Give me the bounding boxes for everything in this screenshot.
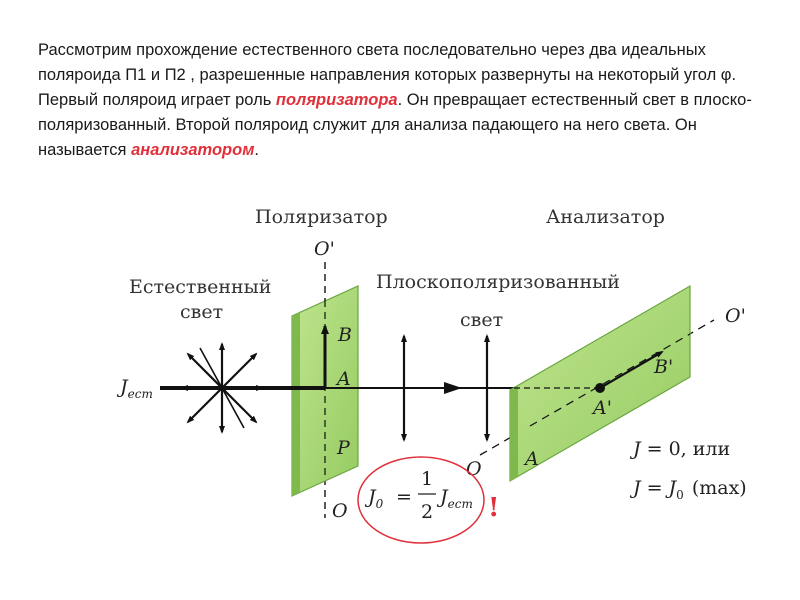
label-analyzer: Анализатор xyxy=(546,206,665,228)
label-polarizer: Поляризатор xyxy=(255,206,388,228)
label-O-bottom-left: O xyxy=(332,500,348,522)
term-analyzer: анализатором xyxy=(131,141,255,159)
label-B-prime: B' xyxy=(654,356,674,378)
label-P: P xyxy=(337,437,350,459)
term-polarizer: поляризатора xyxy=(275,91,398,109)
label-O-prime-right: O' xyxy=(725,305,746,327)
label-A-prime: A' xyxy=(593,397,612,419)
intro-part1: Рассмотрим прохождение естественного света последовательно через два идеальных поляроида П1 и П2 , разрешенные направления которых развернуты на некоторый угол φ. Первый поляроид играет роль xyxy=(38,41,737,109)
result-line-1: J = 0, или xyxy=(633,438,731,460)
svg-text:=: = xyxy=(396,486,412,508)
svg-text:Jест: $J_{ест}$ xyxy=(440,486,473,511)
intro-part3: . xyxy=(254,141,260,159)
formula-intensity-half xyxy=(364,468,473,523)
label-plane-polarized-1: Плоскополяризованный xyxy=(376,271,620,293)
label-B: B xyxy=(338,324,352,346)
label-natural-light-2: свет xyxy=(180,301,224,323)
natural-light-star-icon xyxy=(182,344,262,432)
intro-part2: . Он превращает естественный свет в плоско-поляризованный. Второй поляроид служит для анализа падающего на него света. Он называется xyxy=(38,91,752,159)
label-O-prime-top: O' xyxy=(314,238,335,260)
label-A-analyzer: A xyxy=(525,448,539,470)
point-A-prime xyxy=(595,383,605,393)
label-J-natural: $J_{ест}$ xyxy=(120,376,153,401)
svg-text:J0: $J_0$ xyxy=(368,486,384,511)
result-line-2: $J = J_0$ (max) xyxy=(633,477,747,502)
svg-text:1: 1 xyxy=(421,468,434,490)
label-natural-light-1: Естественный xyxy=(129,276,272,298)
label-A-polarizer: A xyxy=(337,368,351,390)
exclamation-mark: ! xyxy=(488,493,500,523)
label-plane-polarized-2: свет xyxy=(460,309,504,331)
beam-direction-arrow xyxy=(444,382,462,394)
label-O-bottom-mid: O xyxy=(466,458,482,480)
svg-text:2: 2 xyxy=(421,501,434,523)
